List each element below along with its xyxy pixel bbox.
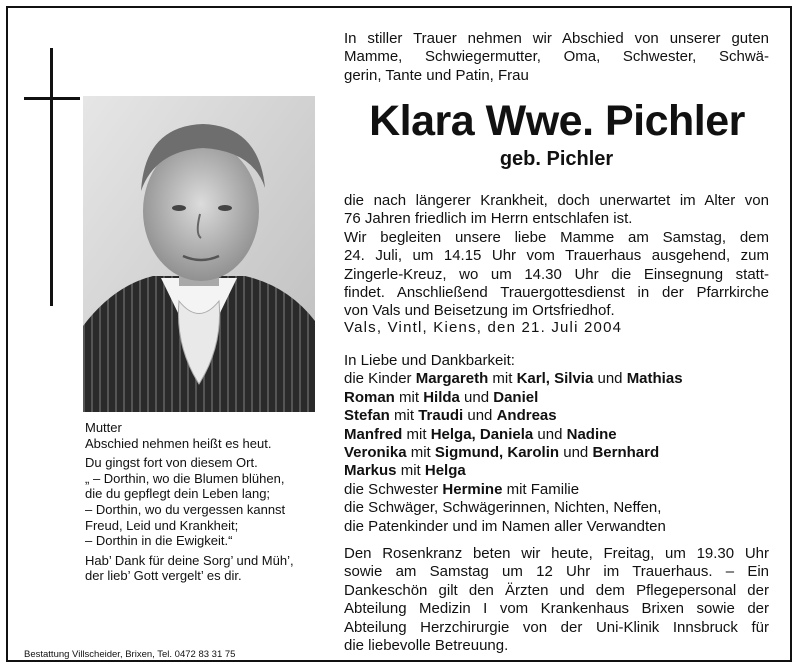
- intro-line: Mamme, Schwiegermutter, Oma, Schwester, Schwä-: [344, 48, 769, 66]
- poem-line: – Dorthin in die Ewigkeit.“: [85, 533, 233, 549]
- poem-line: Abschied nehmen heißt es heut.: [85, 435, 272, 451]
- maiden-name: geb. Pichler: [499, 148, 614, 170]
- rosary-text: [344, 545, 769, 655]
- details-line: die nach längerer Krankheit, doch unerwartet im Alter von: [344, 192, 769, 209]
- mourner-line: die Patenkinder und im Namen aller Verwandten: [344, 517, 666, 535]
- mourner-line: Roman mit Hilda und Daniel: [344, 388, 539, 406]
- poem-line: die du gepflegt dein Leben lang;: [85, 486, 271, 502]
- rosary-line: Den Rosenkranz beten wir heute, Freitag, um 19.30 Uhr: [344, 545, 769, 562]
- deceased-name: Klara Wwe. Pichler: [369, 97, 745, 145]
- mourner-line: die Schwester Hermine mit Familie: [344, 480, 580, 498]
- poem-line: Hab’ Dank für deine Sorg’ und Müh’,: [85, 552, 294, 568]
- rosary-line: sowie am Samstag um 12 Uhr im Trauerhaus. – Ein: [344, 563, 769, 581]
- rosary-line: Abteilung Medizin I vom Krankenhaus Brixen sowie der: [344, 600, 769, 618]
- poem-line: Du gingst fort von diesem Ort.: [85, 455, 258, 471]
- mourner-line: Stefan mit Traudi und Andreas: [344, 407, 557, 425]
- details-line: findet. Anschließend Trauergottesdienst in der Pfarrkirche: [344, 284, 769, 302]
- mourner-line: die Kinder Margareth mit Karl, Silvia und Mathias: [344, 370, 683, 388]
- rosary-line: Abteilung Herzchirurgie von der Uni-Klinik Innsbruck für: [344, 618, 769, 636]
- rosary-line: Dankeschön gilt den Ärzten und dem Pflegepersonal der: [344, 581, 769, 599]
- poem-closing: [85, 553, 325, 584]
- details-line: Wir begleiten unsere liebe Mamme am Samstag, dem: [344, 228, 769, 246]
- mourner-line: Manfred mit Helga, Daniela und Nadine: [344, 425, 617, 443]
- mourner-line: die Schwäger, Schwägerinnen, Nichten, Neffen,: [344, 499, 662, 517]
- details-line: Zingerle-Kreuz, wo um 14.30 Uhr die Einsegnung statt-: [344, 265, 769, 283]
- poem-line: der lieb’ Gott vergelt’ es dir.: [85, 568, 242, 584]
- intro-line: In stiller Trauer nehmen wir Abschied von unserer guten: [344, 30, 769, 47]
- intro-line: gerin, Tante und Patin, Frau: [344, 66, 529, 84]
- funeral-details: [344, 192, 769, 321]
- mourner-line: Markus mit Helga: [344, 462, 466, 480]
- details-line: 76 Jahren friedlich im Herrn entschlafen ist.: [344, 210, 633, 228]
- details-line: von Vals und Beisetzung im Ortsfriedhof.: [344, 302, 615, 320]
- rosary-line: die liebevolle Betreuung.: [344, 637, 509, 655]
- poem: [85, 420, 325, 588]
- poem-line: Freud, Leid und Krankheit;: [85, 517, 239, 533]
- details-line: 24. Juli, um 14.15 Uhr vom Trauerhaus ausgehend, zum: [344, 247, 769, 265]
- mourners-list: [344, 352, 769, 536]
- poem-line: Mutter: [85, 420, 122, 435]
- mourner-line: Veronika mit Sigmund, Karolin und Bernhard: [344, 444, 660, 462]
- funeral-home-footer: Bestattung Villscheider, Brixen, Tel. 0472 83 31 75: [24, 649, 236, 660]
- thanks-intro: In Liebe und Dankbarkeit:: [344, 352, 515, 369]
- portrait-photo: [83, 96, 315, 412]
- poem-line: „ – Dorthin, wo die Blumen blühen,: [85, 470, 285, 486]
- poem-stanza: [85, 455, 325, 549]
- poem-line: – Dorthin, wo du vergessen kannst: [85, 501, 286, 517]
- intro-text: [344, 30, 769, 85]
- place-date: Vals, Vintl, Kiens, den 21. Juli 2004: [344, 319, 623, 336]
- poem-title: [85, 420, 325, 451]
